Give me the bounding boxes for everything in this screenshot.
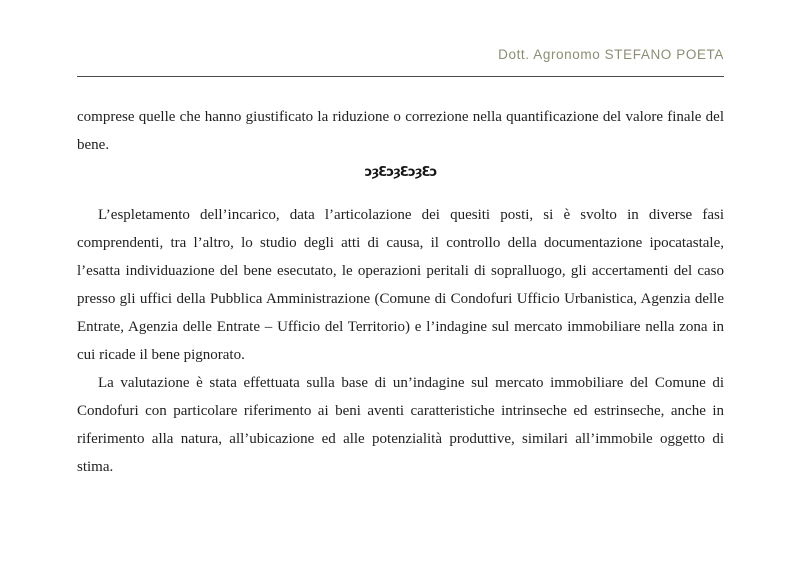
header-author-line: Dott. Agronomo STEFANO POETA <box>498 47 724 62</box>
paragraph-valutazione: La valutazione è stata effettuata sulla base di un’indagine sul mercato immobiliare del Comune di Condofuri con particolare riferimento ai beni aventi caratteristiche intrinseche ed estrinseche, anche in riferimento alla natura, all’ubicazione ed alle potenzialità produttive, similari all’immobile oggetto di stima. <box>77 375 724 475</box>
ornament-divider: ɔȝƐɔȝƐɔȝƐɔ <box>364 165 437 180</box>
document-body <box>77 103 724 481</box>
paragraph-espletamento: L’espletamento dell’incarico, data l’articolazione dei quesiti posti, si è svolto in diverse fasi comprendenti, tra l’altro, lo studio degli atti di causa, il controllo della documentazione ipocatastale, l’esatta individuazione del bene esecutato, le operazioni peritali di sopralluogo, gli accertamenti del caso presso gli uffici della Pubblica Amministrazione (Comune di Condofuri Ufficio Urbanistica, Agenzia delle Entrate, Agenzia delle Entrate – Ufficio del Territorio) e l’indagine sul mercato immobiliare nella zona in cui ricade il bene pignorato. <box>77 207 724 363</box>
paragraph-continuation: comprese quelle che hanno giustificato la riduzione o correzione nella quantificazione del valore finale del bene. <box>77 109 724 153</box>
page-header <box>77 0 724 77</box>
